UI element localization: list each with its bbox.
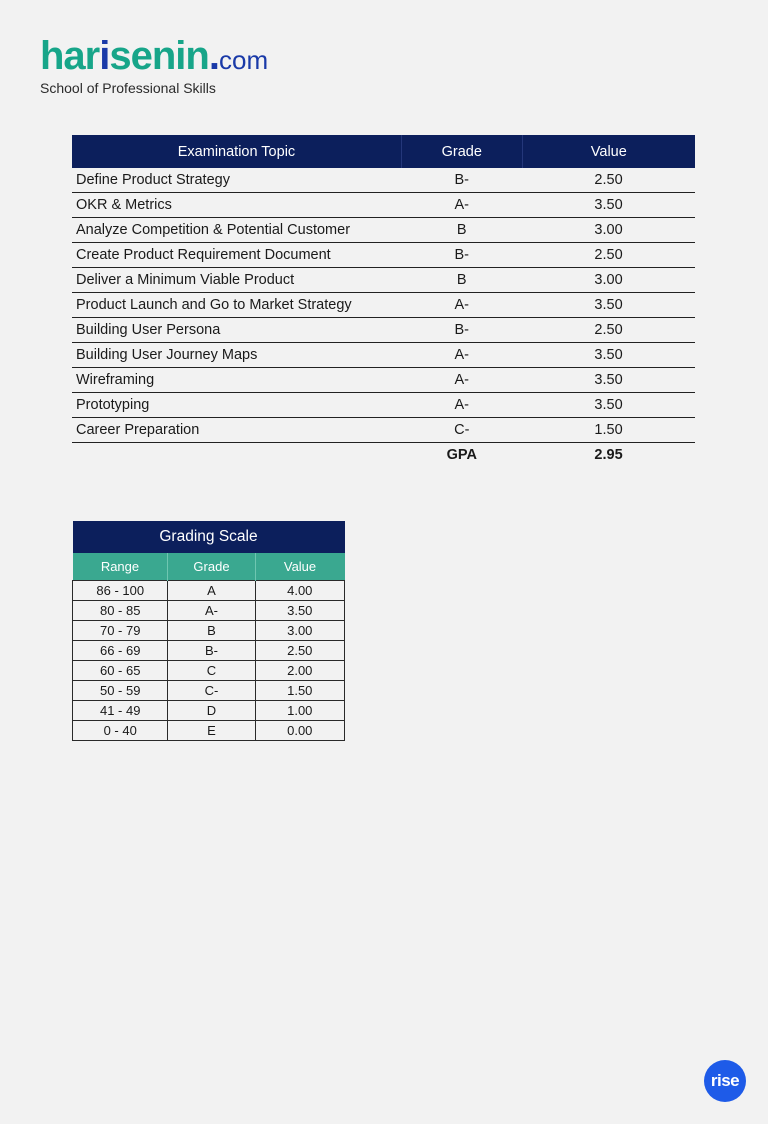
exam-grade: A-	[401, 393, 522, 418]
exam-row	[72, 343, 695, 368]
header-topic: Examination Topic	[72, 135, 401, 168]
grading-scale-table	[72, 521, 345, 741]
scale-grade: C	[168, 661, 255, 681]
exam-grade: A-	[401, 193, 522, 218]
scale-value: 1.50	[255, 681, 344, 701]
scale-value: 3.00	[255, 621, 344, 641]
exam-grade: B-	[401, 168, 522, 193]
scale-grade: D	[168, 701, 255, 721]
scale-range: 0 - 40	[73, 721, 168, 741]
exam-value: 2.50	[522, 168, 695, 193]
gpa-label: GPA	[446, 447, 477, 463]
scale-range: 80 - 85	[73, 601, 168, 621]
gpa-empty	[72, 443, 401, 468]
exam-row	[72, 193, 695, 218]
exam-topic: Building User Journey Maps	[72, 343, 401, 368]
exam-value: 3.50	[522, 368, 695, 393]
exam-grade: B-	[401, 243, 522, 268]
exam-row	[72, 168, 695, 193]
exam-topic: Building User Persona	[72, 318, 401, 343]
exam-topic: Career Preparation	[72, 418, 401, 443]
exam-topic: Wireframing	[72, 368, 401, 393]
exam-row	[72, 393, 695, 418]
header-grade: Grade	[401, 135, 522, 168]
exam-row	[72, 268, 695, 293]
scale-grade: A-	[168, 601, 255, 621]
scale-row	[73, 641, 345, 661]
exam-topic: Define Product Strategy	[72, 168, 401, 193]
scale-range: 86 - 100	[73, 581, 168, 601]
scale-row	[73, 721, 345, 741]
exam-row	[72, 293, 695, 318]
exam-header-row	[72, 135, 695, 168]
exam-value: 1.50	[522, 418, 695, 443]
exam-topic: Create Product Requirement Document	[72, 243, 401, 268]
scale-row	[73, 681, 345, 701]
exam-value: 3.50	[522, 193, 695, 218]
examination-table	[72, 135, 695, 467]
scale-grade: E	[168, 721, 255, 741]
exam-value: 3.50	[522, 293, 695, 318]
exam-value: 3.00	[522, 268, 695, 293]
exam-topic: OKR & Metrics	[72, 193, 401, 218]
exam-value: 3.50	[522, 393, 695, 418]
gpa-value: 2.95	[594, 447, 623, 463]
exam-grade: A-	[401, 368, 522, 393]
scale-row	[73, 621, 345, 641]
exam-grade: A-	[401, 343, 522, 368]
tagline: School of Professional Skills	[40, 80, 216, 96]
scale-grade: B	[168, 621, 255, 641]
rise-badge-logo	[704, 1060, 746, 1102]
exam-grade: B	[401, 268, 522, 293]
scale-range: 66 - 69	[73, 641, 168, 661]
scale-row	[73, 701, 345, 721]
grading-scale-title: Grading Scale	[73, 521, 345, 553]
scale-value: 2.50	[255, 641, 344, 661]
scale-row	[73, 581, 345, 601]
scale-value: 4.00	[255, 581, 344, 601]
exam-value: 3.00	[522, 218, 695, 243]
header-value: Value	[522, 135, 695, 168]
exam-grade: B-	[401, 318, 522, 343]
exam-value: 2.50	[522, 318, 695, 343]
scale-value: 1.00	[255, 701, 344, 721]
scale-header-grade: Grade	[168, 553, 255, 581]
scale-range: 70 - 79	[73, 621, 168, 641]
exam-row	[72, 368, 695, 393]
scale-range: 60 - 65	[73, 661, 168, 681]
scale-grade: A	[168, 581, 255, 601]
exam-grade: B	[401, 218, 522, 243]
scale-grade: C-	[168, 681, 255, 701]
exam-topic: Deliver a Minimum Viable Product	[72, 268, 401, 293]
scale-range: 41 - 49	[73, 701, 168, 721]
exam-row	[72, 218, 695, 243]
scale-value: 2.00	[255, 661, 344, 681]
scale-grade: B-	[168, 641, 255, 661]
exam-topic: Product Launch and Go to Market Strategy	[72, 293, 401, 318]
scale-value: 3.50	[255, 601, 344, 621]
exam-value: 2.50	[522, 243, 695, 268]
scale-value: 0.00	[255, 721, 344, 741]
scale-row	[73, 601, 345, 621]
exam-row	[72, 418, 695, 443]
harisenin-logo: harisenin.com	[40, 34, 269, 78]
exam-topic: Prototyping	[72, 393, 401, 418]
exam-grade: A-	[401, 293, 522, 318]
exam-value: 3.50	[522, 343, 695, 368]
gpa-row	[72, 443, 695, 468]
scale-row	[73, 661, 345, 681]
exam-row	[72, 318, 695, 343]
exam-topic: Analyze Competition & Potential Customer	[72, 218, 401, 243]
rise-badge-text: rise	[710, 1071, 740, 1090]
scale-range: 50 - 59	[73, 681, 168, 701]
scale-header-range: Range	[73, 553, 168, 581]
scale-header-value: Value	[255, 553, 344, 581]
exam-row	[72, 243, 695, 268]
exam-grade: C-	[401, 418, 522, 443]
